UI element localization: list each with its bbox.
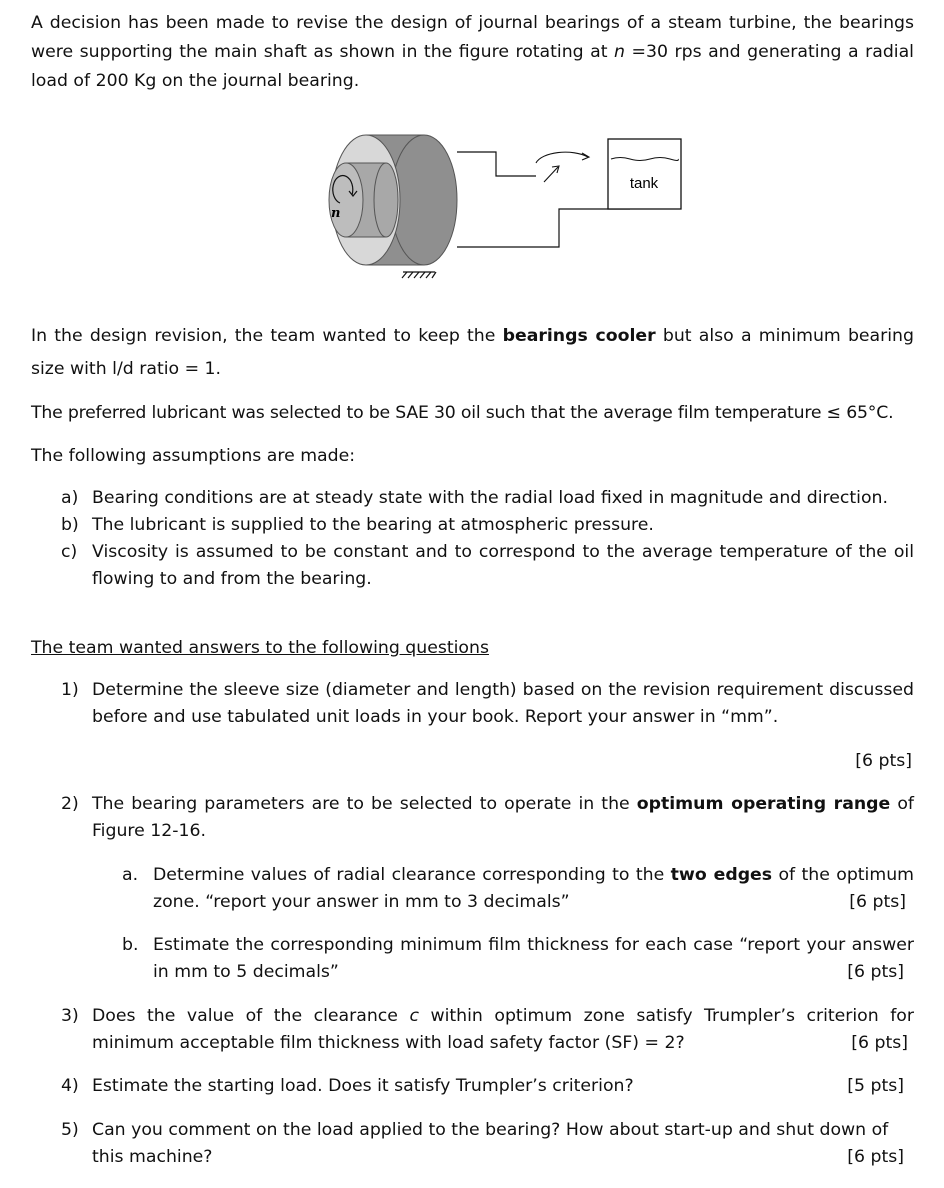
- q1-points: [6 pts]: [855, 751, 912, 771]
- tank-box: [608, 139, 681, 209]
- assumption-c-text-2: flowing to and from the bearing.: [92, 569, 372, 589]
- q3-text-1a: Does the value of the clearance: [92, 1006, 410, 1026]
- intro-line-1: [31, 10, 914, 37]
- q2a-bold-two-edges: two edges: [670, 865, 773, 885]
- q2a-line-2: zone. “report your answer in mm to 3 decimals”: [153, 892, 570, 912]
- q2a-marker: a.: [122, 865, 139, 885]
- bearing-diagram: [300, 125, 700, 290]
- q4-marker: 4): [61, 1076, 79, 1096]
- bearing-figure: [300, 125, 700, 295]
- bearing-end-face: [391, 135, 457, 265]
- speed-label: n: [331, 206, 341, 221]
- q4-points: [5 pts]: [847, 1076, 904, 1096]
- assumption-a-text: Bearing conditions are at steady state with the radial load fixed in magnitude and direction.: [92, 488, 888, 508]
- revision-line-2: size with l/d ratio = 1.: [31, 359, 222, 379]
- q1-text-1: Determine the sleeve size (diameter and length) based on the revision requirement discussed: [92, 680, 914, 700]
- revision-text-1a: In the design revision, the team wanted to keep the: [31, 326, 503, 346]
- q2a-points: [6 pts]: [849, 892, 906, 912]
- assumption-b-marker: b): [61, 515, 79, 535]
- q1-line-1: [92, 677, 914, 704]
- q3-line-1: [92, 1003, 914, 1030]
- q2b-line-2: in mm to 5 decimals”: [153, 962, 339, 982]
- intro-text-2a: were supporting the main shaft as shown in the figure rotating at: [31, 42, 615, 62]
- q2b-points: [6 pts]: [847, 962, 904, 982]
- shaft-end: [329, 163, 363, 237]
- intro-line-3: load of 200 Kg on the journal bearing.: [31, 71, 360, 91]
- gauge-needle-icon: [544, 167, 558, 182]
- q2-line-1: [92, 791, 914, 818]
- q2-text-1b: of: [890, 794, 914, 814]
- q2-text-1a: The bearing parameters are to be selected to operate in the: [92, 794, 637, 814]
- intro-var-n: n: [614, 42, 625, 62]
- q2b-text-1: Estimate the corresponding minimum film thickness for each case “report your answer: [153, 935, 914, 955]
- revision-bold-cooler: bearings cooler: [502, 326, 656, 346]
- questions-heading: The team wanted answers to the following questions: [31, 638, 489, 658]
- intro-text-2b: =30 rps and generating a radial: [625, 42, 914, 62]
- return-pipe: [457, 209, 630, 247]
- q3-marker: 3): [61, 1006, 79, 1026]
- q3-points: [6 pts]: [851, 1033, 908, 1053]
- q2-marker: 2): [61, 794, 79, 814]
- assumption-c-text-1: [92, 539, 914, 566]
- q1-marker: 1): [61, 680, 79, 700]
- q2b-line-1: [153, 932, 914, 959]
- q5-points: [6 pts]: [847, 1147, 904, 1167]
- q3-text-1b: within optimum zone satisfy Trumpler’s criterion for: [418, 1006, 914, 1026]
- lubricant-line: The preferred lubricant was selected to be SAE 30 oil such that the average film temperature ≤ 65°C.: [31, 403, 894, 423]
- q2b-marker: b.: [122, 935, 139, 955]
- intro-text-1: A decision has been made to revise the design of journal bearings of a steam turbine, the bearings: [31, 13, 914, 33]
- q3-line-2: minimum acceptable film thickness with load safety factor (SF) = 2?: [92, 1033, 685, 1053]
- assumptions-intro: The following assumptions are made:: [31, 446, 356, 466]
- q5-marker: 5): [61, 1120, 79, 1140]
- tank-label: tank: [629, 175, 659, 192]
- ground-hatching: [402, 272, 436, 278]
- q5-line-1: Can you comment on the load applied to the bearing? How about start-up and shut down of: [92, 1120, 889, 1140]
- assumption-b-text: The lubricant is supplied to the bearing at atmospheric pressure.: [92, 515, 654, 535]
- revision-text-1b: but also a minimum bearing: [655, 326, 914, 346]
- q4-line-1: Estimate the starting load. Does it satisfy Trumpler’s criterion?: [92, 1076, 634, 1096]
- intro-line-2: [31, 39, 914, 66]
- gauge-arc: [536, 152, 588, 163]
- revision-line-1: [31, 323, 914, 350]
- q1-line-2: before and use tabulated unit loads in your book. Report your answer in “mm”.: [92, 707, 779, 727]
- q5-line-2: this machine?: [92, 1147, 213, 1167]
- q2-bold-optimum: optimum operating range: [636, 794, 891, 814]
- supply-pipe: [457, 152, 536, 176]
- q2-line-2: Figure 12-16.: [92, 821, 206, 841]
- q2a-line-1: [153, 862, 914, 889]
- assumption-a-marker: a): [61, 488, 79, 508]
- q3-var-c: c: [409, 1006, 419, 1026]
- q2a-text-1b: of the optimum: [772, 865, 914, 885]
- q2a-text-1a: Determine values of radial clearance corresponding to the: [153, 865, 671, 885]
- assumption-c-line-1: Viscosity is assumed to be constant and to correspond to the average temperature of the oil: [92, 542, 914, 562]
- assumption-c-marker: c): [61, 542, 78, 562]
